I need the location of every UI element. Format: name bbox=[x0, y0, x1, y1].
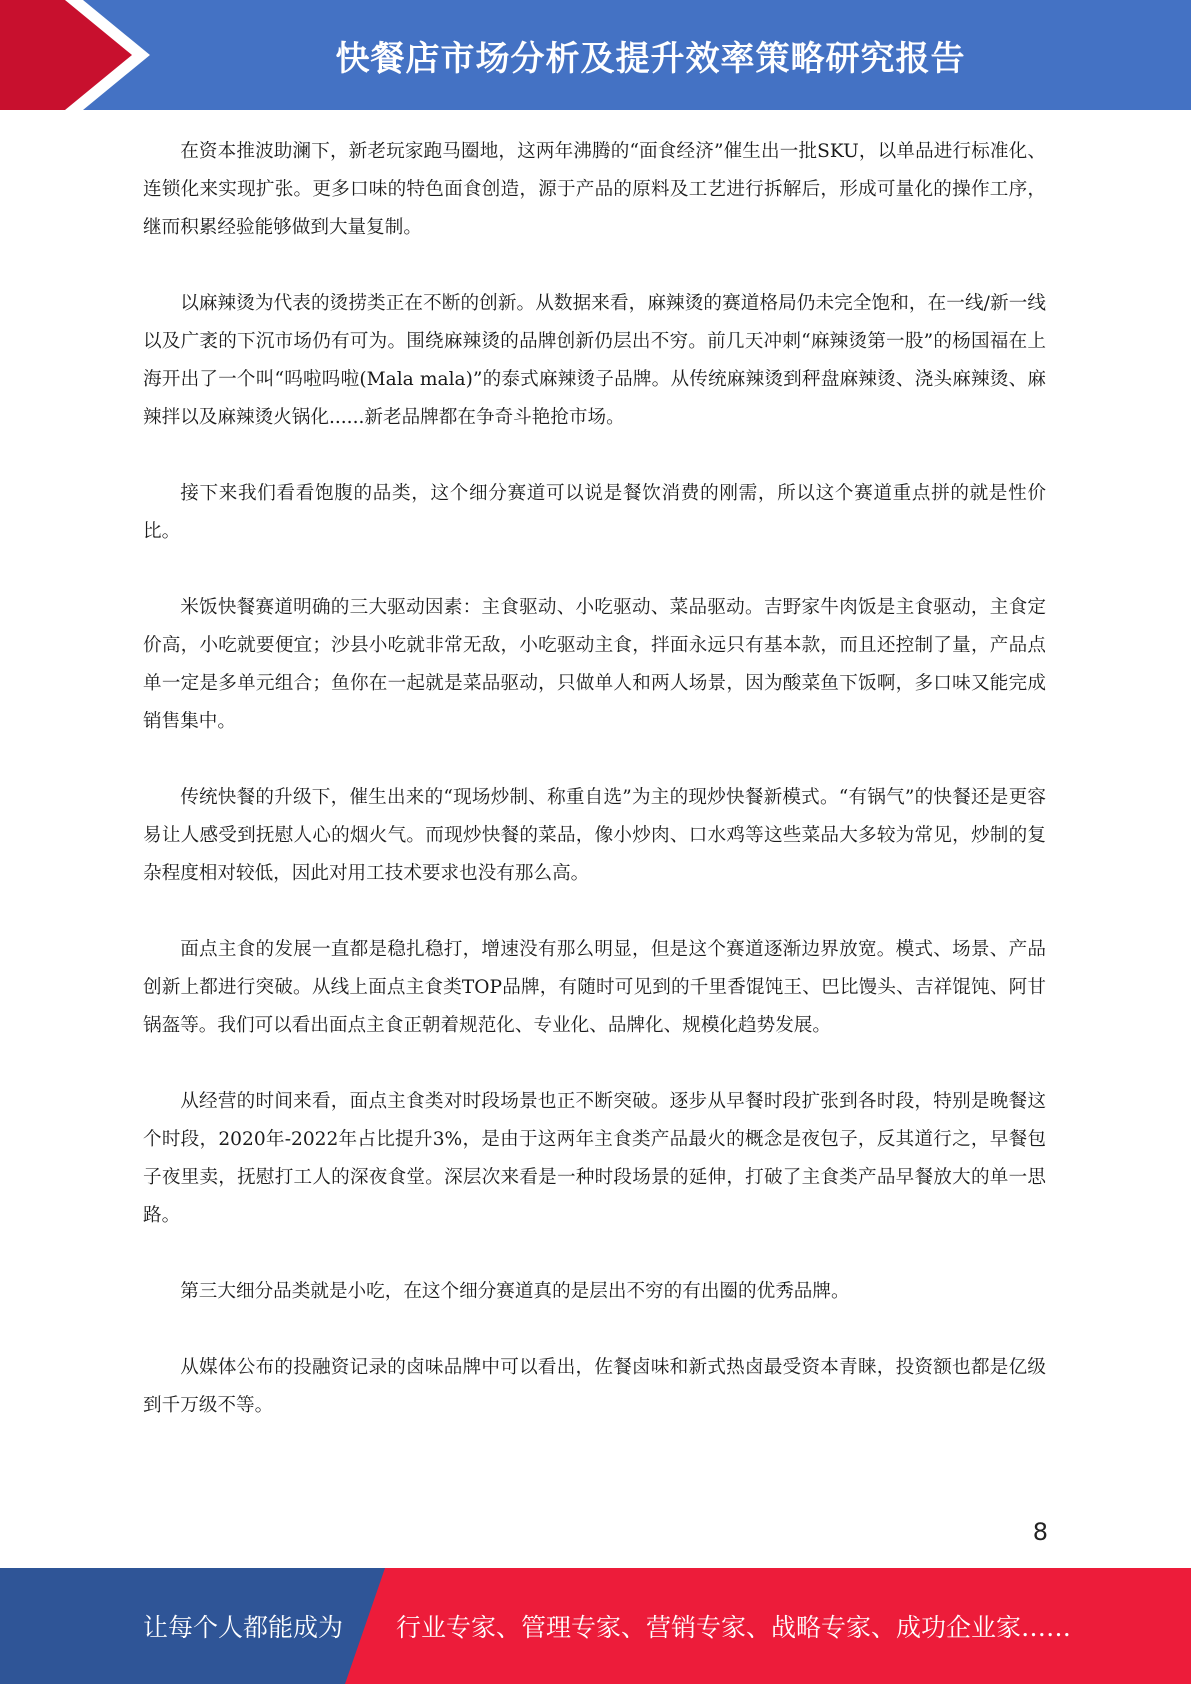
page-header bbox=[0, 0, 1191, 110]
paragraph: 从经营的时间来看，面点主食类对时段场景也正不断突破。逐步从早餐时段扩张到各时段，特别是晚餐这个时段，2020年-2022年占比提升3%，是由于这两年主食类产品最火的概念是夜包子，反其道行之，早餐包子夜里卖，抚慰打工人的深夜食堂。深层次来看是一种时段场景的延伸，打破了主食类产品早餐放大的单一思路。 bbox=[143, 1091, 1046, 1226]
footer-slogan-right: 行业专家、管理专家、营销专家、战略专家、成功企业家…… bbox=[396, 1613, 1072, 1642]
paragraph: 在资本推波助澜下，新老玩家跑马圈地，这两年沸腾的“面食经济”催生出一批SKU，以单品进行标准化、连锁化来实现扩张。更多口味的特色面食创造，源于产品的原料及工艺进行拆解后，形成可量化的操作工序，继而积累经验能够做到大量复制。 bbox=[143, 141, 1046, 238]
page-title: 快餐店市场分析及提升效率策略研究报告 bbox=[335, 38, 966, 79]
report-body bbox=[143, 133, 1046, 1463]
paragraph: 从媒体公布的投融资记录的卤味品牌中可以看出，佐餐卤味和新式热卤最受资本青睐，投资额也都是亿级到千万级不等。 bbox=[143, 1357, 1046, 1416]
footer-slogan-left: 让每个人都能成为 bbox=[143, 1613, 344, 1642]
header-red-chevron bbox=[0, 0, 150, 110]
paragraph: 接下来我们看看饱腹的品类，这个细分赛道可以说是餐饮消费的刚需，所以这个赛道重点拼的就是性价比。 bbox=[143, 483, 1046, 542]
paragraph: 以麻辣烫为代表的烫捞类正在不断的创新。从数据来看，麻辣烫的赛道格局仍未完全饱和，在一线/新一线以及广袤的下沉市场仍有可为。围绕麻辣烫的品牌创新仍层出不穷。前几天冲刺“麻辣烫第一股”的杨国福在上海开出了一个叫“吗啦吗啦(Mala mala)”的泰式麻辣烫子品牌。从传统麻辣烫到秤盘麻辣烫、浇头麻辣烫、麻辣拌以及麻辣烫火锅化......新老品牌都在争奇斗艳抢市场。 bbox=[143, 293, 1046, 428]
page-footer bbox=[0, 1568, 1191, 1684]
paragraph: 第三大细分品类就是小吃，在这个细分赛道真的是层出不穷的有出圈的优秀品牌。 bbox=[180, 1281, 850, 1302]
paragraph: 传统快餐的升级下，催生出来的“现场炒制、称重自选”为主的现炒快餐新模式。“有锅气”的快餐还是更容易让人感受到抚慰人心的烟火气。而现炒快餐的菜品，像小炒肉、口水鸡等这些菜品大多较为常见，炒制的复杂程度相对较低，因此对用工技术要求也没有那么高。 bbox=[143, 787, 1046, 884]
paragraph: 面点主食的发展一直都是稳扎稳打，增速没有那么明显，但是这个赛道逐渐边界放宽。模式、场景、产品创新上都进行突破。从线上面点主食类TOP品牌，有随时可见到的千里香馄饨王、巴比馒头、吉祥馄饨、阿甘锅盔等。我们可以看出面点主食正朝着规范化、专业化、品牌化、规模化趋势发展。 bbox=[143, 939, 1046, 1036]
page-number: 8 bbox=[1032, 1518, 1048, 1546]
paragraph: 米饭快餐赛道明确的三大驱动因素：主食驱动、小吃驱动、菜品驱动。吉野家牛肉饭是主食驱动，主食定价高，小吃就要便宜；沙县小吃就非常无敌，小吃驱动主食，拌面永远只有基本款，而且还控制了量，产品点单一定是多单元组合；鱼你在一起就是菜品驱动，只做单人和两人场景，因为酸菜鱼下饭啊，多口味又能完成销售集中。 bbox=[143, 597, 1046, 732]
